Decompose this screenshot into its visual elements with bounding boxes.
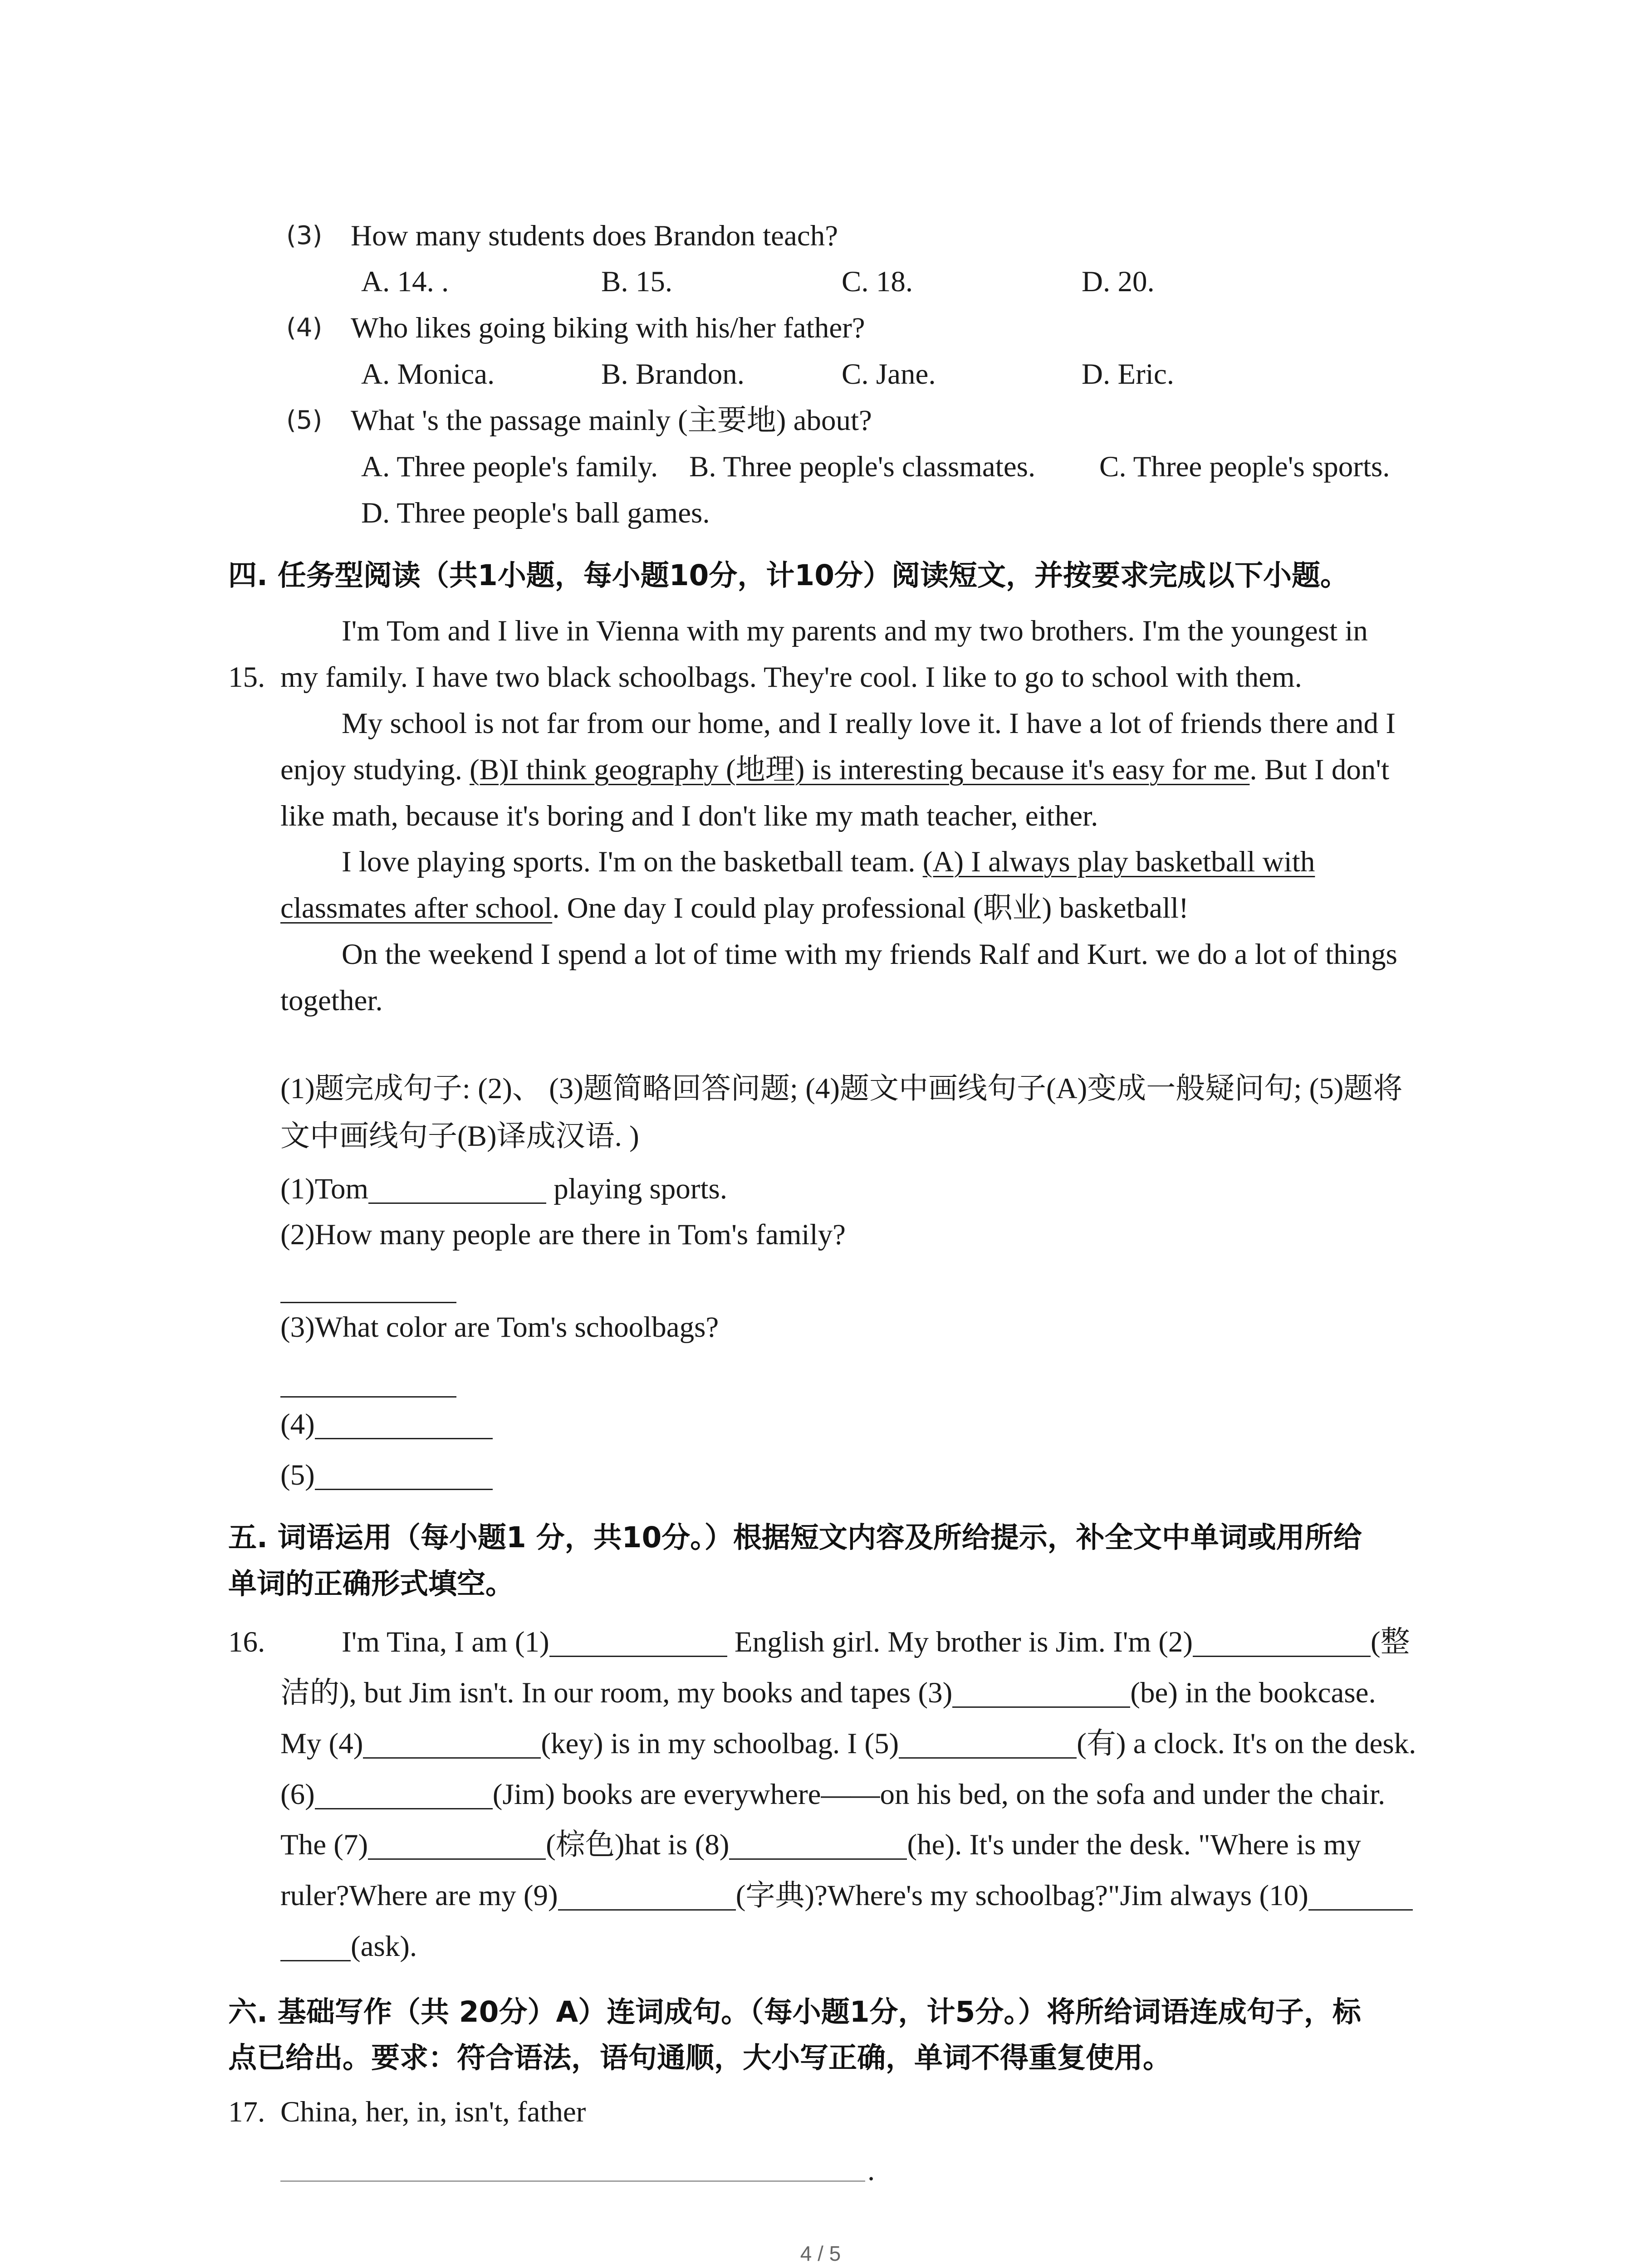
task-question-5 [280, 1457, 493, 1493]
question-5-option-b: B. Three people's classmates. [689, 450, 1036, 483]
question-number: (4) [280, 1408, 315, 1441]
passage-text: I love playing sports. I'm on the basketball team. [342, 846, 923, 878]
answer-blank [549, 1632, 727, 1657]
question-3-option-b: B. 15. [601, 265, 673, 298]
question-text: playing sports. [546, 1173, 728, 1205]
word-list: China, her, in, isn't, father [280, 2096, 586, 2128]
section-6-heading-continued: 点已给出。要求：符合语法，语句通顺，大小写正确，单词不得重复使用。 [228, 2041, 1171, 2074]
question-4-text: Who likes going biking with his/her father? [351, 312, 865, 344]
passage-line: My school is not far from our home, and I really love it. I have a lot of friends there and I [342, 707, 1396, 740]
cloze-line [280, 1776, 1385, 1813]
question-4-option-c: C. Jane. [842, 358, 936, 391]
cloze-line [280, 1725, 1416, 1762]
cloze-text: English girl. My brother is Jim. I'm (2) [727, 1626, 1193, 1658]
answer-blank [280, 1302, 456, 1303]
cloze-text: (ask). [351, 1930, 417, 1963]
question-4-option-a: A. Monica. [361, 358, 495, 391]
cloze-text: ruler?Where are my (9) [280, 1879, 558, 1912]
answer-blank [1193, 1632, 1371, 1657]
item-number-15: 15. [228, 661, 265, 694]
passage-text: . One day I could play professional (职业) basketball! [552, 892, 1189, 924]
passage-line [280, 890, 1189, 926]
answer-blank [368, 1835, 546, 1860]
cloze-text: (key) is in my schoolbag. I (5) [541, 1727, 899, 1760]
cloze-text: (be) in the bookcase. [1130, 1677, 1376, 1709]
task-question-3: (3)What color are Tom's schoolbags? [280, 1311, 719, 1344]
answer-blank [952, 1683, 1130, 1708]
question-5-option-a: A. Three people's family. [361, 450, 658, 483]
instructions-line: (1)题完成句子: (2)、 (3)题简略回答问题; (4)题文中画线句子(A)变成一般疑问句; (5)题将 [280, 1072, 1403, 1105]
cloze-text: (he). It's under the desk. "Where is my [907, 1828, 1361, 1861]
question-4-option-b: B. Brandon. [601, 358, 745, 391]
passage-line: my family. I have two black schoolbags. They're cool. I like to go to school with them. [280, 661, 1302, 694]
answer-blank [368, 1179, 546, 1204]
task-question-1 [280, 1171, 727, 1207]
cloze-line [280, 1877, 1413, 1914]
passage-line: like math, because it's boring and I don't like my math teacher, either. [280, 800, 1098, 832]
cloze-line [280, 1827, 1361, 1863]
answer-blank [1308, 1886, 1413, 1911]
cloze-text: (字典)?Where's my schoolbag?"Jim always (10) [735, 1879, 1308, 1912]
instructions-line: 文中画线句子(B)译成汉语. ) [280, 1120, 639, 1153]
passage-line [342, 844, 1315, 880]
cloze-text: (6) [280, 1778, 315, 1811]
section-5-heading-continued: 单词的正确形式填空。 [228, 1567, 514, 1600]
cloze-text: (整 [1371, 1626, 1410, 1658]
item-number-16: 16. [228, 1626, 265, 1658]
answer-blank [729, 1835, 907, 1860]
question-3-number: (3) [286, 221, 323, 250]
answer-blank [558, 1886, 736, 1911]
page-number: 4 / 5 [800, 2242, 841, 2265]
answer-blank [363, 1734, 541, 1759]
answer-blank [315, 1465, 493, 1490]
question-5-option-c: C. Three people's sports. [1099, 450, 1390, 483]
cloze-line [280, 1675, 1376, 1711]
underlined-sentence-b: (B)I think geography (地理) is interesting because it's easy for me [470, 753, 1250, 786]
passage-line [280, 752, 1389, 788]
question-number: (5) [280, 1459, 315, 1491]
question-5-option-d: D. Three people's ball games. [361, 497, 710, 529]
underlined-sentence-a-continued: classmates after school [280, 892, 553, 924]
cloze-text: My (4) [280, 1727, 363, 1760]
cloze-text: 洁的), but Jim isn't. In our room, my books and tapes (3) [280, 1677, 953, 1709]
passage-line: together. [280, 984, 383, 1017]
answer-blank-continued [280, 1936, 351, 1961]
underlined-sentence-a: (A) I always play basketball with [922, 846, 1315, 878]
cloze-text: I'm Tina, I am (1) [342, 1626, 549, 1658]
answer-blank [315, 1414, 493, 1439]
passage-line: On the weekend I spend a lot of time with my friends Ralf and Kurt. we do a lot of things [342, 938, 1397, 971]
section-6-heading: 六. 基础写作（共 20分）A）连词成句。（每小题1分，计5分。）将所给词语连成句子，标 [228, 1995, 1361, 2028]
cloze-line [342, 1624, 1410, 1660]
passage-line: I'm Tom and I live in Vienna with my parents and my two brothers. I'm the youngest in [342, 615, 1368, 647]
cloze-line [280, 1928, 417, 1965]
question-text: (1)Tom [280, 1173, 369, 1205]
item-number-17: 17. [228, 2096, 265, 2128]
section-5-heading: 五. 词语运用（每小题1 分，共10分。）根据短文内容及所给提示，补全文中单词或用所给 [228, 1521, 1362, 1554]
passage-text: enjoy studying. [280, 753, 470, 786]
question-3-option-a: A. 14. . [361, 265, 449, 298]
question-5-number: (5) [286, 406, 323, 435]
question-3-option-d: D. 20. [1082, 265, 1155, 298]
cloze-text: (棕色)hat is (8) [546, 1828, 730, 1861]
cloze-text: The (7) [280, 1828, 368, 1861]
task-question-4 [280, 1406, 493, 1442]
answer-blank [899, 1734, 1077, 1759]
question-4-option-d: D. Eric. [1082, 358, 1174, 391]
question-5-text: What 's the passage mainly (主要地) about? [351, 404, 872, 437]
answer-line [280, 2180, 865, 2182]
cloze-text: (有) a clock. It's on the desk. [1077, 1727, 1416, 1760]
cloze-text: (Jim) books are everywhere——on his bed, on the sofa and under the chair. [492, 1778, 1386, 1811]
end-punctuation: . [867, 2154, 875, 2187]
question-4-number: (4) [286, 313, 323, 342]
question-3-text: How many students does Brandon teach? [351, 220, 838, 252]
answer-blank [315, 1784, 493, 1809]
section-4-heading: 四. 任务型阅读（共1小题，每小题10分，计10分）阅读短文，并按要求完成以下小题。 [228, 559, 1349, 592]
question-3-option-c: C. 18. [842, 265, 913, 298]
task-question-2: (2)How many people are there in Tom's family? [280, 1218, 846, 1251]
answer-blank [280, 1396, 456, 1398]
passage-text: . But I don't [1249, 753, 1390, 786]
